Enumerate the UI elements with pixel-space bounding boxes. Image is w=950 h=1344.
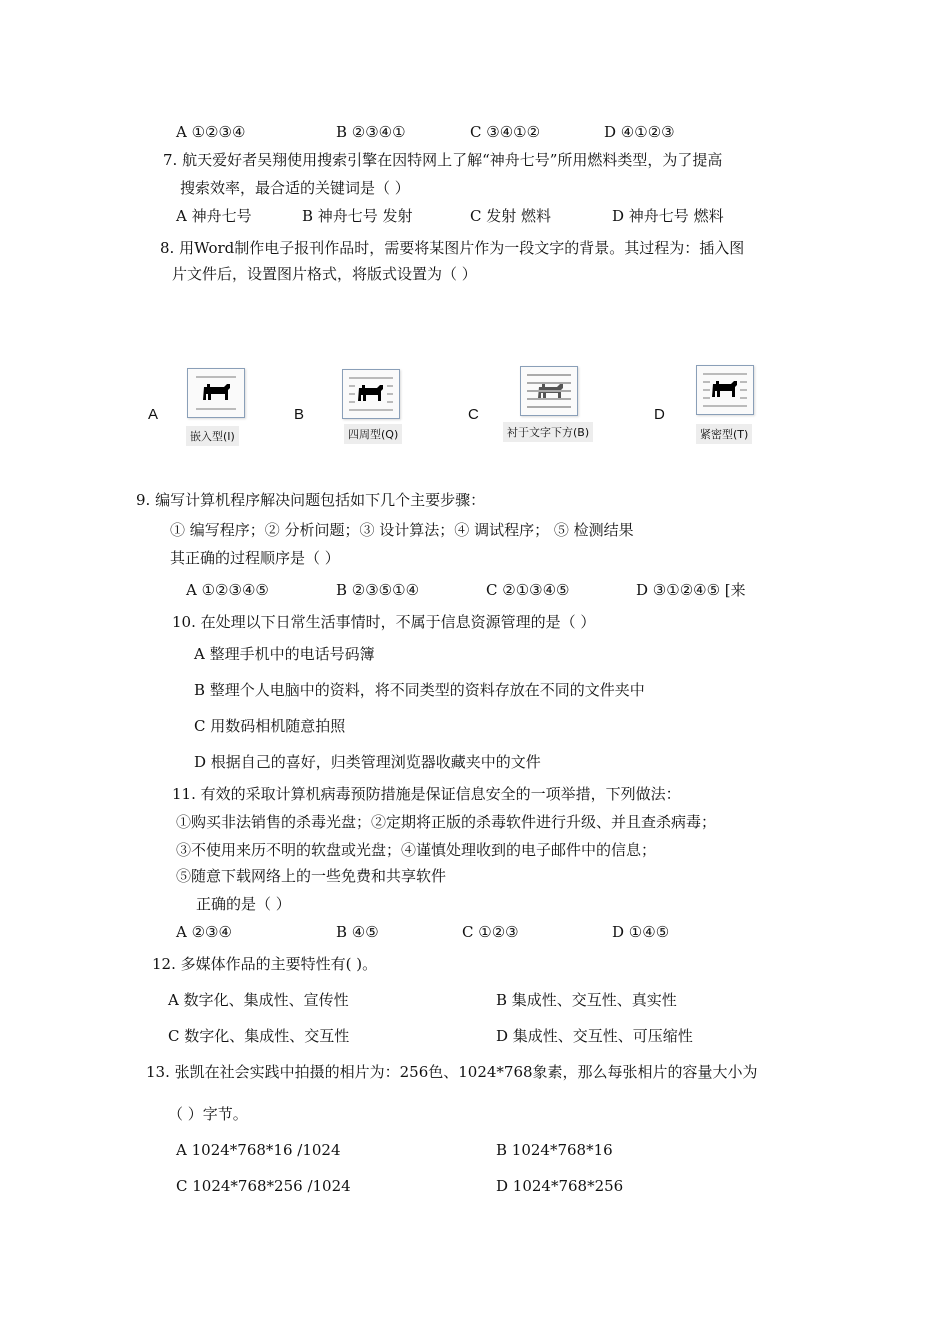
- q10-option-c: C 用数码相机随意拍照: [194, 717, 346, 735]
- tight-wrap-icon: [696, 365, 754, 415]
- q6-option-d: D ④①②③: [604, 123, 675, 141]
- q6-option-a: A ①②③④: [176, 123, 246, 141]
- q8-stem-line2: 片文件后，设置图片格式，将版式设置为（ ）: [172, 265, 477, 283]
- q13-stem-line2: （ ）字节。: [168, 1105, 248, 1123]
- q7-stem-line1: 7. 航天爱好者吴翔使用搜索引擎在因特网上了解“神舟七号”所用燃料类型，为了提高: [163, 151, 723, 169]
- q9-option-a: A ①②③④⑤: [186, 581, 269, 599]
- q13-stem-line1: 13. 张凯在社会实践中拍摄的相片为：256色、1024*768象素，那么每张相片的容量大小为: [146, 1063, 758, 1081]
- q8-option-d-letter: D: [654, 406, 665, 423]
- square-wrap-icon: [342, 369, 400, 419]
- q9-stem-line1: 9. 编写计算机程序解决问题包括如下几个主要步骤：: [136, 491, 486, 509]
- q12-option-a: A 数字化、集成性、宣传性: [168, 991, 349, 1009]
- q7-option-b: B 神舟七号 发射: [302, 207, 413, 225]
- q12-option-d: D 集成性、交互性、可压缩性: [496, 1027, 693, 1045]
- q10-option-a: A 整理手机中的电话号码簿: [194, 645, 375, 663]
- q13-option-b: B 1024*768*16: [496, 1141, 613, 1159]
- q12-stem: 12. 多媒体作品的主要特性有( )。: [152, 955, 378, 973]
- q11-item-line2: ③不使用来历不明的软盘或光盘；④谨慎处理收到的电子邮件中的信息；: [176, 841, 657, 859]
- q11-option-d: D ①④⑤: [612, 923, 670, 941]
- q11-stem: 11. 有效的采取计算机病毒预防措施是保证信息安全的一项举措，下列做法：: [172, 785, 681, 803]
- q11-option-b: B ④⑤: [336, 923, 379, 941]
- q7-option-a: A 神舟七号: [176, 207, 252, 225]
- q10-stem: 10. 在处理以下日常生活事情时，不属于信息资源管理的是（ ）: [172, 613, 596, 631]
- q10-option-d: D 根据自己的喜好，归类管理浏览器收藏夹中的文件: [194, 753, 541, 771]
- q9-steps: ① 编写程序；② 分析问题；③ 设计算法；④ 调试程序； ⑤ 检测结果: [170, 521, 634, 539]
- q7-stem-line2: 搜索效率，最合适的关键词是（ ）: [180, 179, 410, 197]
- q12-option-b: B 集成性、交互性、真实性: [496, 991, 677, 1009]
- q8-stem-line1: 8. 用Word制作电子报刊作品时，需要将某图片作为一段文字的背景。其过程为：插入图: [160, 239, 745, 257]
- q10-option-b: B 整理个人电脑中的资料，将不同类型的资料存放在不同的文件夹中: [194, 681, 645, 699]
- q8-option-c-letter: C: [468, 406, 479, 423]
- q12-option-c: C 数字化、集成性、交互性: [168, 1027, 350, 1045]
- q11-prompt: 正确的是（ ）: [196, 895, 291, 913]
- q6-option-b: B ②③④①: [336, 123, 406, 141]
- inline-wrap-icon: [187, 368, 245, 418]
- q7-option-c: C 发射 燃料: [470, 207, 552, 225]
- q6-option-c: C ③④①②: [470, 123, 541, 141]
- q8-option-a-letter: A: [148, 406, 159, 423]
- q11-item-line3: ⑤随意下载网络上的一些免费和共享软件: [176, 867, 447, 885]
- q11-item-line1: ①购买非法销售的杀毒光盘；②定期将正版的杀毒软件进行升级、并且查杀病毒；: [176, 813, 717, 831]
- q9-option-b: B ②③⑤①④: [336, 581, 420, 599]
- q11-option-a: A ②③④: [176, 923, 232, 941]
- q9-stem-line3: 其正确的过程顺序是（ ）: [170, 549, 340, 567]
- q7-option-d: D 神舟七号 燃料: [612, 207, 724, 225]
- q8-option-b-letter: B: [294, 406, 305, 423]
- q13-option-a: A 1024*768*16 /1024: [176, 1141, 341, 1159]
- q9-option-d: D ③①②④⑤ [来: [636, 581, 746, 599]
- q11-option-c: C ①②③: [462, 923, 519, 941]
- q9-option-c: C ②①③④⑤: [486, 581, 570, 599]
- behind-text-icon: [520, 366, 578, 416]
- behind-text-label: 衬于文字下方(B): [503, 422, 593, 442]
- inline-wrap-label: 嵌入型(I): [186, 426, 239, 446]
- square-wrap-label: 四周型(Q): [344, 424, 402, 444]
- q13-option-c: C 1024*768*256 /1024: [176, 1177, 351, 1195]
- tight-wrap-label: 紧密型(T): [696, 424, 752, 444]
- q13-option-d: D 1024*768*256: [496, 1177, 624, 1195]
